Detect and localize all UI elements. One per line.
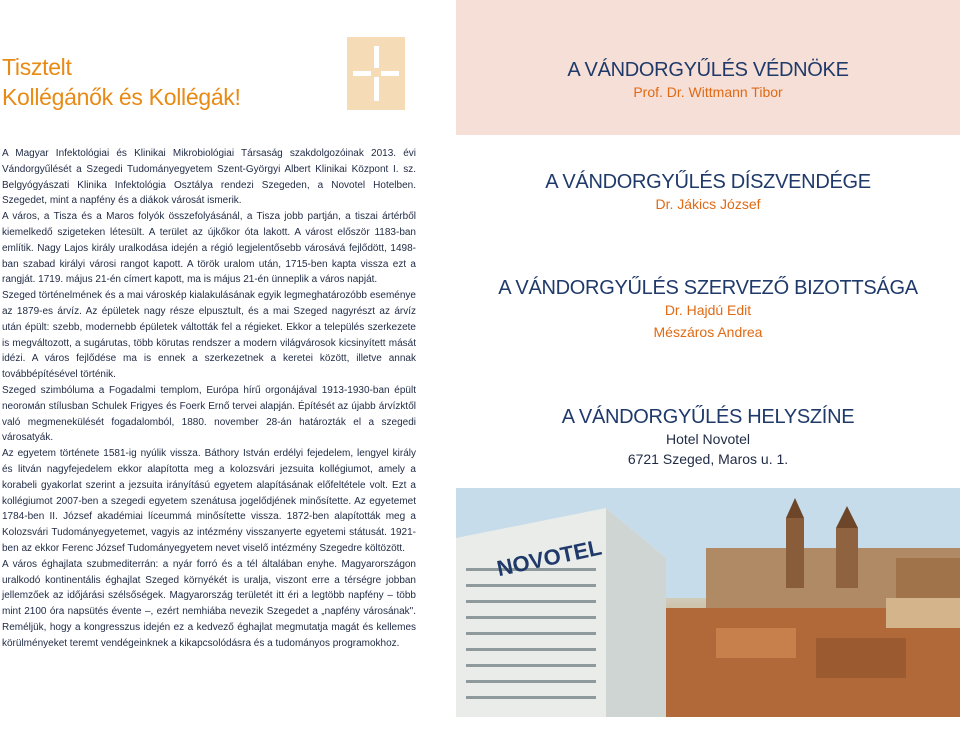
paragraph: A város éghajlata szubmediterrán: a nyár forró és a tél általában enyhe. Magyarországon uralkodó kontinentális éghajlat Szeged környékét is uralja, viszont erre a térségre jobban jellemzőek az időjárási szélsőségek. Magyarország területét itt éri a legtöbb napfény – több mint 2100 óra napsütés évente –, ezért nemhiába nevezik Szegedet a „napfény városának". Reméljük, hogy a kongresszus idején ez a kedvező éghajlat megmutatja magát és kellemes körülményeket teremt vendégeinknek a kikapcsolódásra és a tudományos programokhoz.	[2, 558, 416, 649]
venue-title: A VÁNDORGYŰLÉS HELYSZÍNE	[561, 406, 855, 428]
patron-name: Prof. Dr. Wittmann Tibor	[633, 84, 783, 100]
welcome-letter	[2, 146, 416, 652]
paragraph: Szeged történelmének és a mai városkép kialakulásának egyik legmeghatározóbb eseménye az 1879-es árvíz. Az épületek nagy része elpusztult, és a mai Szeged nagyrészt az árvíz után épült: szebb, modernebb épületek váltották fel a régieket. Ekkor a település szerkezete is megváltozott, a sugárutas, több körutas rendszer a modern világvárosok kicsinyített mását idézi. A város fejlődése ma is ennek a szerkezetnek a keretei között, illetve annak továbbépítésével történik.	[2, 290, 416, 381]
paragraph: A város, a Tisza és a Maros folyók összefolyásánál, a Tisza jobb partján, a tiszai ártérből kiemelkedő szigeteken létesült. A terület az újkőkor óta lakott. A várost először 1183-ban említik. Nagy Lajos király uralkodása idején a régió legjelentősebb városává fejlődött, 1498-ban szabad királyi városi rangot kapott. A török uralom után, 1715-ben kapta vissza ezt a rangját. 1719. május 21-én címert kapott, ma is május 21-én ünneplik a város napját.	[2, 211, 416, 286]
paragraph: A Magyar Infektológiai és Klinikai Mikrobiológiai Társaság szakdolgozóinak 2013. évi Vándorgyűlését a Szegedi Tudományegyetem Szent-Györgyi Albert Klinikai Központ I. sz. Belgyógyászati Klinika Infektológia Osztálya rendezi Szegeden, a Novotel Hotelben. Szegedet, mint a napfény és a diákok városát ismerik.	[2, 148, 416, 207]
patron-title: A VÁNDORGYŰLÉS VÉDNÖKE	[567, 59, 849, 81]
venue-address: 6721 Szeged, Maros u. 1.	[627, 451, 789, 467]
guest-section	[456, 170, 960, 214]
hotel-photo	[456, 488, 960, 717]
paragraph: Szeged szimbóluma a Fogadalmi templom, Európa hírű orgonájával 1913-1930-ban épült neorомán stílusban Schulek Frigyes és Foerk Ernő tervei alapján. Építését az újabb árvízktől való megmenekülését fogadalomból, 1880. november 28-án határozták el a szegedi városatyák.	[2, 384, 416, 444]
committee-member: Mészáros Andrea	[653, 324, 763, 340]
cross-logo-icon	[347, 37, 405, 110]
committee-title: A VÁNDORGYŰLÉS SZERVEZŐ BIZOTTSÁGA	[498, 277, 918, 299]
greeting-line-1: Tisztelt	[2, 54, 72, 80]
guest-title: A VÁNDORGYŰLÉS DÍSZVENDÉGE	[545, 171, 871, 193]
guest-name: Dr. Jákics József	[655, 196, 761, 212]
paragraph: Az egyetem története 1581-ig nyúlik vissza. Báthory István erdélyi fejedelem, lengyel király és litván nagyfejedelem ekkor alapította meg a kolozsvári jezsuita kollégiumot, amely a korabeli gyakorlat szerint a jezsuita irányítású egyetem alapításának előfeltétele volt. Ezt a kollégiumot 2007-ben a szegedi egyetem szenátusa jogelődjének minősítette. Az egyetemet 1784-ben II. József akadémiai líceummá minősítette vissza. 1872-ben alapították meg a Kolozsvári Tudományegyetemet, vagyis az intézmény visszanyerte egyetemi státusát. 1921-ben az ekkor Ferenc József Tudományegyetem nevet viselő intézmény Szegedre költözött.	[2, 448, 416, 554]
left-column	[0, 0, 430, 717]
hotel-sign-text: NOVOTEL	[494, 534, 604, 582]
hotel-photo-illustration	[456, 488, 960, 717]
committee-member: Dr. Hajdú Edit	[664, 302, 752, 318]
venue-place: Hotel Novotel	[665, 431, 751, 447]
greeting-heading	[2, 52, 241, 112]
venue-section	[456, 405, 960, 469]
greeting-line-2: Kollégánők és Kollégák!	[2, 84, 241, 110]
committee-section	[456, 276, 960, 342]
right-column	[456, 0, 960, 717]
patron-section	[456, 58, 960, 102]
